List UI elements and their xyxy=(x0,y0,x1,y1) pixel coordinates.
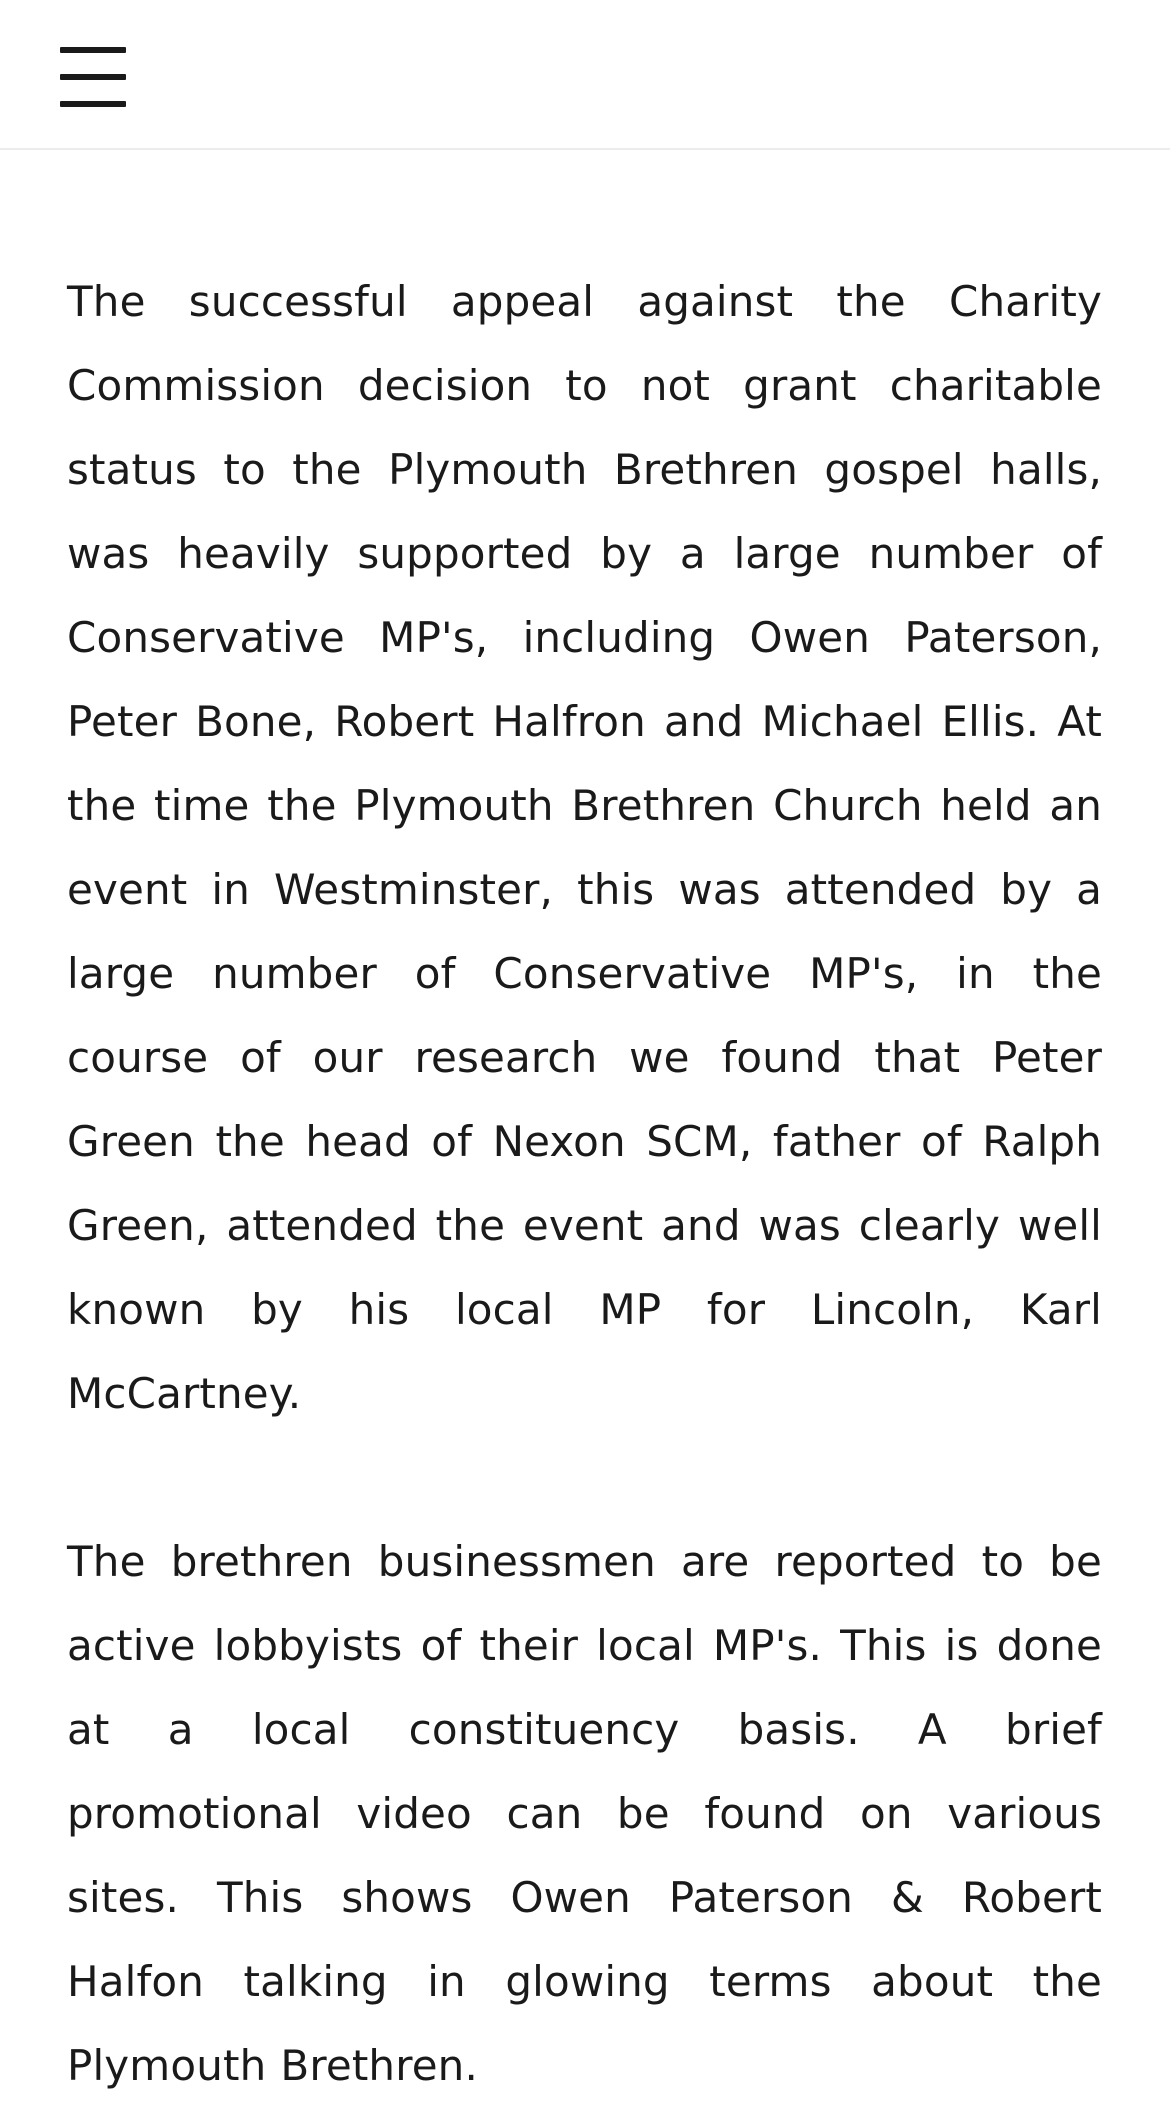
menu-bar-bottom xyxy=(60,101,126,107)
site-header xyxy=(0,0,1170,150)
article-paragraph-2: The brethren businessmen are reported to be active lobbyists of their local MP's. This is done at a local constituency basis. A brief promotional video can be found on various sites. This shows Owen Paterson & Robert Halfon talking in glowing terms about the Plymouth Brethren. xyxy=(67,1537,1102,2090)
article-body xyxy=(67,260,1102,2108)
menu-bar-middle xyxy=(60,74,126,80)
menu-bar-top xyxy=(60,47,126,53)
article-paragraph-1: The successful appeal against the Charity Commission decision to not grant charitable status to the Plymouth Brethren gospel halls, was heavily supported by a large number of Conservative MP's, including Owen Paterson, Peter Bone, Robert Halfron and Michael Ellis. At the time the Plymouth Brethren Church held an event in Westminster, this was attended by a large number of Conservative MP's, in the course of our research we found that Peter Green the head of Nexon SCM, father of Ralph Green, attended the event and was clearly well known by his local MP for Lincoln, Karl McCartney. xyxy=(67,277,1102,1418)
hamburger-menu-icon[interactable] xyxy=(50,40,134,114)
